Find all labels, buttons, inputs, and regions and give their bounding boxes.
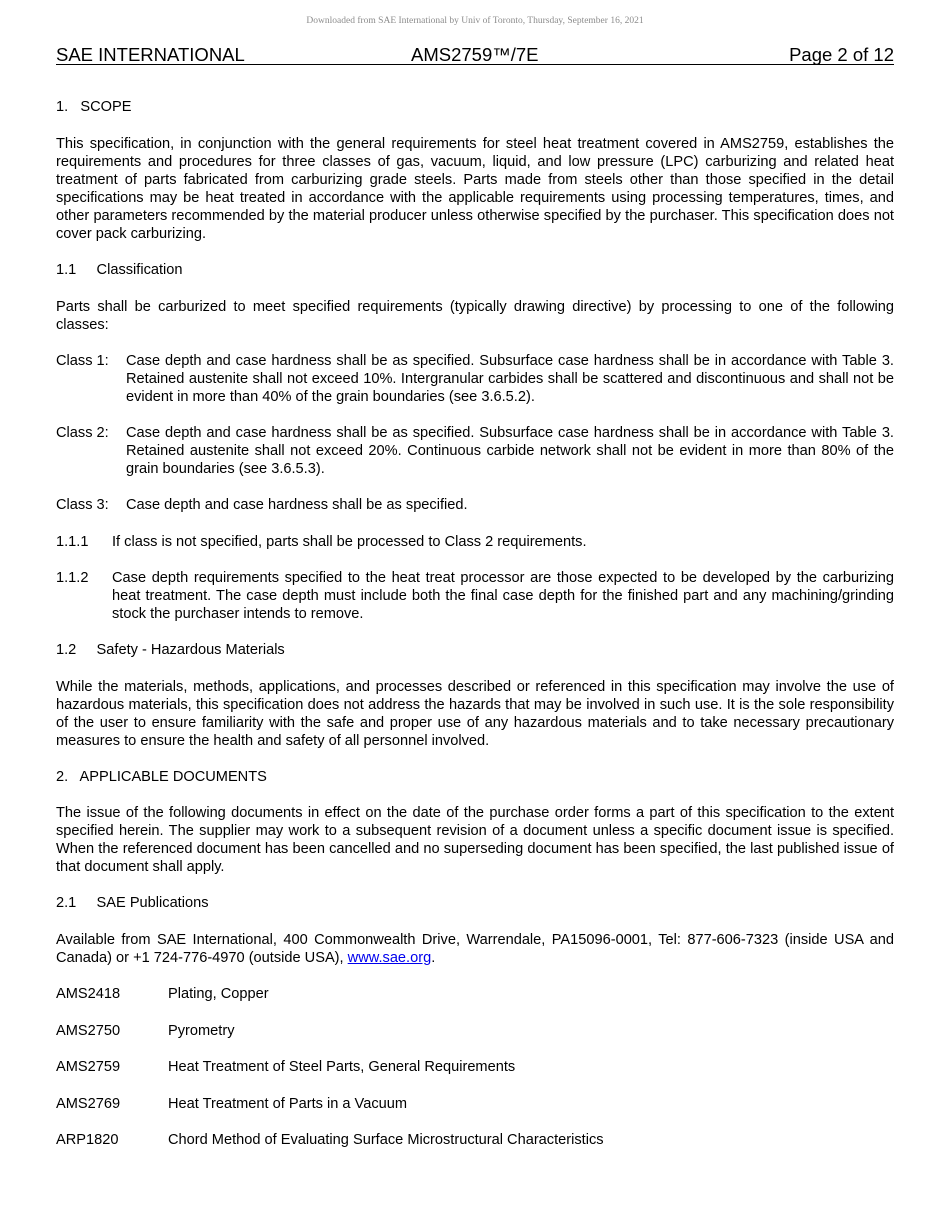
ref-code-ams2769: AMS2769	[56, 1096, 121, 1112]
ref-code-arp1820: ARP1820	[56, 1132, 119, 1148]
section-2-heading: 2. APPLICABLE DOCUMENTS	[56, 769, 267, 785]
sae-address-period: .	[431, 950, 436, 966]
section-1-1-2-number: 1.1.2	[56, 570, 89, 586]
section-2-1-paragraph	[56, 931, 894, 967]
header-page-number: Page 2 of 12	[789, 44, 894, 65]
section-1-heading: 1. SCOPE	[56, 99, 132, 115]
section-1-1-paragraph: Parts shall be carburized to meet specified requirements (typically drawing directive) by processing to one of the following classes:	[56, 299, 894, 333]
section-1-1-1-number: 1.1.1	[56, 534, 89, 550]
ref-code-ams2750: AMS2750	[56, 1023, 121, 1039]
section-2-1-heading: 2.1 SAE Publications	[56, 895, 209, 911]
section-1-1-heading: 1.1 Classification	[56, 262, 183, 278]
section-2-paragraph: The issue of the following documents in effect on the date of the purchase order forms a part of this specification to the extent specified herein. The supplier may work to a subsequent revision of a document unless a specific document issue is specified. When the referenced document has been cancelled and no superseding document has been specified, the last published issue of that document shall apply.	[56, 805, 894, 875]
sae-website-link[interactable]: www.sae.org	[347, 950, 432, 966]
class-3-text: Case depth and case hardness shall be as specified.	[126, 497, 468, 513]
header-org: SAE INTERNATIONAL	[56, 44, 245, 65]
ref-code-ams2418: AMS2418	[56, 986, 121, 1002]
ref-code-ams2759: AMS2759	[56, 1059, 121, 1075]
ref-title-ams2418: Plating, Copper	[168, 986, 269, 1002]
header-doc-id: AMS2759™/7E	[411, 44, 539, 65]
class-2-text: Case depth and case hardness shall be as specified. Subsurface case hardness shall be in accordance with Table 3. Retained austenite shall not exceed 20%. Continuous carbide network shall not be evident in more than 80% of the grain boundaries (see 3.6.5.3).	[126, 425, 894, 477]
section-1-2-paragraph: While the materials, methods, applications, and processes described or referenced in this specification may involve the use of hazardous materials, this specification does not address the hazards that may be involved in such use. It is the sole responsibility of the user to ensure familiarity with the safe and proper use of any hazardous materials and to take necessary precautionary measures to ensure the health and safety of all personnel involved.	[56, 679, 894, 749]
page-header	[56, 44, 894, 65]
section-1-1-2-text: Case depth requirements specified to the heat treat processor are those expected to be developed by the carburizing heat treatment. The case depth must include both the final case depth for the finished part and any machining/grinding stock the purchaser intends to remove.	[112, 570, 894, 622]
ref-title-ams2769: Heat Treatment of Parts in a Vacuum	[168, 1096, 408, 1112]
sae-address-text: Available from SAE International, 400 Commonwealth Drive, Warrendale, PA15096-0001, Tel: 877-606-7323 (inside USA and Canada) or +1 724-776-4970 (outside USA),	[56, 932, 894, 966]
download-watermark: Downloaded from SAE International by Univ of Toronto, Thursday, September 16, 2021	[306, 16, 644, 26]
class-3-label: Class 3:	[56, 497, 109, 513]
section-1-paragraph: This specification, in conjunction with the general requirements for steel heat treatment covered in AMS2759, establishes the requirements and procedures for three classes of gas, vacuum, liquid, and low pressure (LPC) carburizing and related heat treatment of parts fabricated from carburizing grade steels. Parts made from steels other than those specified in the detail specifications may be heat treated in accordance with the applicable requirements using processing temperatures, times, and other parameters recommended by the material producer unless otherwise specified by the purchaser. This specification does not cover pack carburizing.	[56, 136, 894, 242]
class-1-label: Class 1:	[56, 353, 109, 369]
ref-title-arp1820: Chord Method of Evaluating Surface Microstructural Characteristics	[168, 1132, 604, 1148]
ref-title-ams2750: Pyrometry	[168, 1023, 235, 1039]
ref-title-ams2759: Heat Treatment of Steel Parts, General Requirements	[168, 1059, 516, 1075]
class-2-label: Class 2:	[56, 425, 109, 441]
section-1-2-heading: 1.2 Safety - Hazardous Materials	[56, 642, 285, 658]
class-1-text: Case depth and case hardness shall be as specified. Subsurface case hardness shall be in accordance with Table 3. Retained austenite shall not exceed 10%. Intergranular carbides shall be scattered and discontinuous and shall not be evident in more than 40% of the grain boundaries (see 3.6.5.2).	[126, 353, 894, 405]
section-1-1-1-text: If class is not specified, parts shall be processed to Class 2 requirements.	[112, 534, 587, 550]
